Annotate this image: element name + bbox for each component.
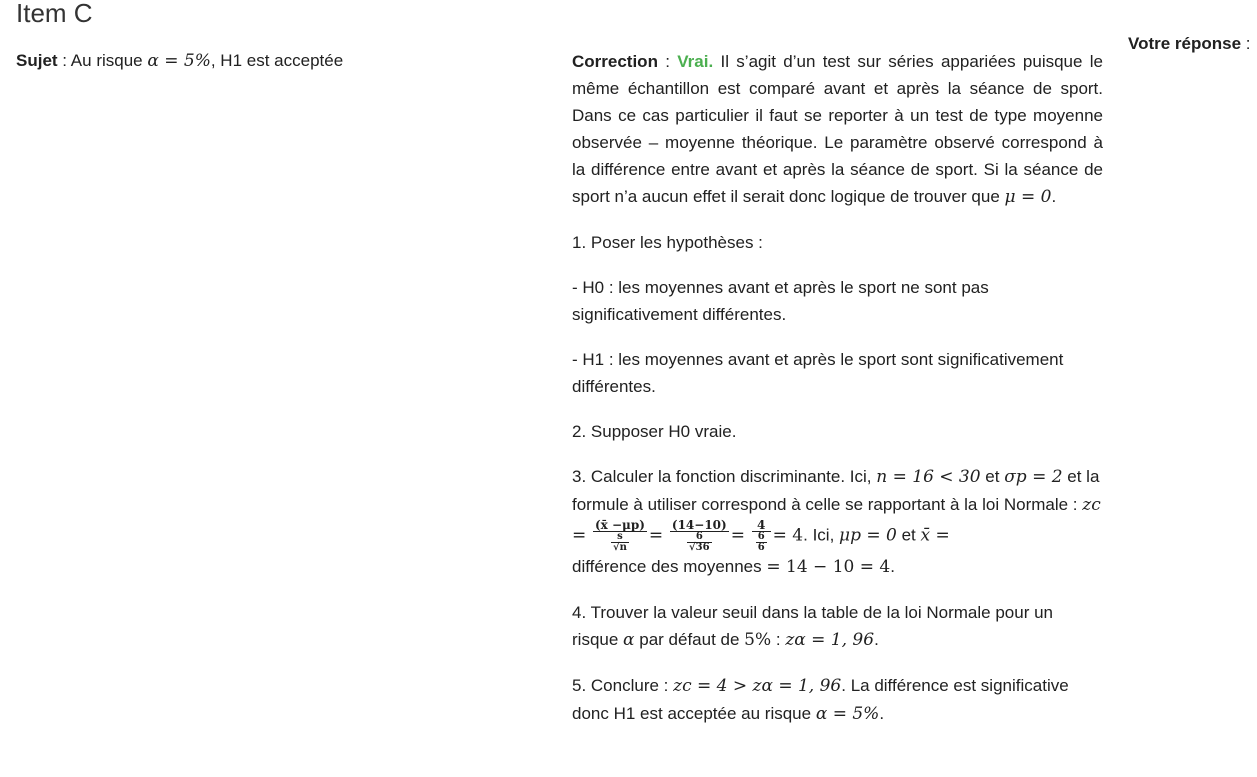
correction-intro — [572, 48, 1103, 211]
answer-area[interactable] — [1128, 32, 1251, 56]
step4-text-4: . — [874, 630, 879, 649]
formula-equals-2: = — [730, 525, 745, 546]
step3-text-6: différence des moyennes — [572, 557, 767, 576]
fraction-1-den-num: s — [611, 532, 629, 543]
fraction-1-den-den: √n — [613, 542, 627, 553]
answer-separator: : — [1241, 34, 1251, 53]
fraction-2-denominator — [687, 532, 712, 553]
fraction-1-numerator: (x̄ −μp) — [594, 518, 645, 532]
fraction-3-den-den: 6 — [757, 542, 765, 553]
step-5 — [572, 672, 1103, 728]
subject-text: Au risque — [70, 51, 148, 70]
subject-label: Sujet — [16, 51, 58, 70]
fraction-3-numerator: 4 — [752, 519, 771, 532]
formula-equals-1: = — [648, 525, 664, 546]
step5-text-3: . — [879, 704, 885, 723]
step3-math-xbar: x̄ = — [920, 525, 950, 546]
subject-math: α = 5% — [147, 51, 211, 71]
step3-text-3: et la formule à utiliser correspond à celle se rapportant à la loi Normale : — [572, 467, 1100, 514]
subject-text-end: , H1 est acceptée — [210, 51, 344, 70]
step-2: 2. Supposer H0 vraie. — [572, 422, 737, 441]
step3-text-1: 3. Calculer la fonction discriminante. Ici, — [572, 467, 877, 486]
formula-fraction-2 — [670, 519, 729, 553]
intro-math: μ = 0 — [1004, 187, 1052, 207]
verdict-badge: Vrai. — [677, 52, 714, 71]
fraction-2-den-den: √36 — [689, 542, 710, 553]
formula-result: = 4 — [772, 525, 804, 546]
subject-statement — [16, 49, 343, 73]
intro-end: . — [1051, 187, 1057, 206]
step4-math-threshold: zα = 1, 96 — [785, 630, 875, 650]
step4-math-alpha: α — [623, 630, 635, 650]
step3-text-7: . — [890, 557, 895, 576]
formula-zc: zc = — [572, 495, 1101, 546]
step3-text-5: et — [896, 525, 921, 545]
correction-separator: : — [657, 52, 678, 71]
intro-text: Il s’agit d’un test sur séries appariées puisque le même échantillon est comparé avant et après la séance de sport. Dans ce cas particulier il faut se reporter à un test de type moyenne observée – moyenne théorique. Le paramètre observé correspond à la différence entre avant et après la séance de sport. Si la séance de sport n’a aucun effet il serait donc logique de trouver que — [572, 52, 1103, 206]
step3-math-n: n = 16 < 30 — [876, 467, 981, 487]
step4-text-1: 4. Trouver la valeur seuil dans la table de la loi Normale pour un risque — [572, 603, 1053, 649]
step4-text-3: : — [771, 630, 786, 649]
step5-math-compare: zc = 4 > zα = 1, 96 — [673, 676, 842, 696]
step5-math-alpha: α = 5% — [815, 704, 880, 724]
step3-math-diff: = 14 − 10 = 4 — [766, 557, 891, 577]
step4-text-2: par défaut de — [634, 630, 745, 649]
answer-label: Votre réponse — [1128, 34, 1242, 53]
fraction-2-numerator: (14−10) — [671, 518, 727, 532]
fraction-1-denominator — [611, 532, 629, 553]
fraction-3-denominator — [756, 532, 767, 553]
item-title: Item C — [16, 0, 93, 28]
correction-block — [572, 48, 1103, 746]
formula-fraction-3 — [752, 519, 771, 553]
step3-math-mu: μp = 0 — [839, 525, 897, 546]
step4-math-percent: 5% — [744, 630, 772, 650]
step3-math-sigma: σp = 2 — [1004, 467, 1063, 487]
step-4 — [572, 599, 1103, 654]
correction-label: Correction — [572, 52, 658, 71]
fraction-3-den-num: 6 — [757, 531, 765, 542]
step-3 — [572, 463, 1103, 581]
step5-text-2: . La différence est significative donc H1 est acceptée au risque — [572, 676, 1069, 723]
step3-text-4: . Ici, — [803, 525, 840, 545]
step-1: 1. Poser les hypothèses : — [572, 233, 763, 252]
formula-fraction-1 — [593, 519, 647, 553]
fraction-2-den-num: 6 — [687, 532, 712, 543]
subject-separator: : — [57, 51, 71, 70]
hypothesis-h0: - H0 : les moyennes avant et après le sport ne sont pas significativement différentes. — [572, 278, 989, 324]
step3-text-2: et — [980, 467, 1005, 486]
step5-text-1: 5. Conclure : — [572, 676, 674, 695]
hypothesis-h1: - H1 : les moyennes avant et après le sport sont significativement différentes. — [572, 350, 1064, 396]
